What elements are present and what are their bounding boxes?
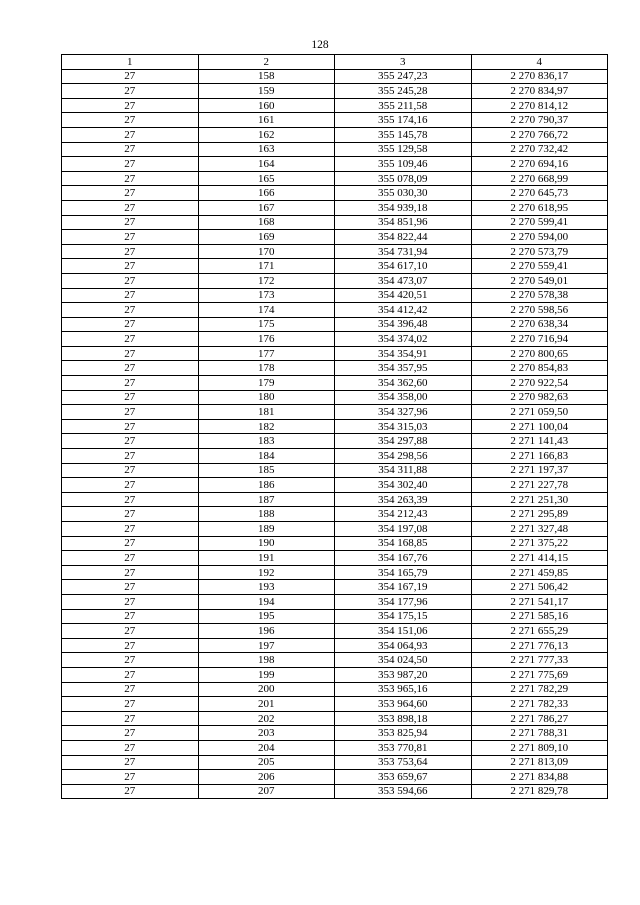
table-row	[62, 98, 608, 113]
table-row	[62, 419, 608, 434]
cell-point-number: 171	[198, 259, 335, 274]
coordinates-table	[61, 54, 608, 799]
cell-y-coordinate: 2 270 694,16	[471, 157, 608, 172]
table-row	[62, 390, 608, 405]
cell-contour: 27	[62, 682, 199, 697]
cell-contour: 27	[62, 186, 199, 201]
cell-y-coordinate: 2 270 573,79	[471, 244, 608, 259]
cell-contour: 27	[62, 609, 199, 624]
cell-x-coordinate: 354 396,48	[335, 317, 472, 332]
cell-y-coordinate: 2 270 732,42	[471, 142, 608, 157]
cell-y-coordinate: 2 271 141,43	[471, 434, 608, 449]
cell-x-coordinate: 354 362,60	[335, 376, 472, 391]
table-row	[62, 594, 608, 609]
cell-contour: 27	[62, 522, 199, 537]
cell-point-number: 170	[198, 244, 335, 259]
cell-x-coordinate: 355 174,16	[335, 113, 472, 128]
cell-y-coordinate: 2 271 197,37	[471, 463, 608, 478]
cell-x-coordinate: 354 212,43	[335, 507, 472, 522]
table-row	[62, 113, 608, 128]
cell-y-coordinate: 2 271 829,78	[471, 784, 608, 799]
cell-x-coordinate: 354 302,40	[335, 478, 472, 493]
cell-y-coordinate: 2 270 618,95	[471, 200, 608, 215]
cell-y-coordinate: 2 270 790,37	[471, 113, 608, 128]
cell-x-coordinate: 354 420,51	[335, 288, 472, 303]
cell-contour: 27	[62, 230, 199, 245]
cell-x-coordinate: 354 168,85	[335, 536, 472, 551]
cell-contour: 27	[62, 390, 199, 405]
cell-point-number: 177	[198, 346, 335, 361]
cell-contour: 27	[62, 667, 199, 682]
cell-x-coordinate: 354 327,96	[335, 405, 472, 420]
table-row	[62, 478, 608, 493]
table-row	[62, 186, 608, 201]
cell-point-number: 192	[198, 565, 335, 580]
cell-x-coordinate: 354 412,42	[335, 303, 472, 318]
cell-point-number: 168	[198, 215, 335, 230]
cell-contour: 27	[62, 419, 199, 434]
cell-y-coordinate: 2 270 766,72	[471, 127, 608, 142]
cell-point-number: 158	[198, 69, 335, 84]
cell-x-coordinate: 353 825,94	[335, 726, 472, 741]
cell-y-coordinate: 2 271 782,33	[471, 697, 608, 712]
cell-point-number: 197	[198, 638, 335, 653]
cell-x-coordinate: 355 078,09	[335, 171, 472, 186]
cell-contour: 27	[62, 565, 199, 580]
cell-x-coordinate: 354 311,88	[335, 463, 472, 478]
cell-contour: 27	[62, 449, 199, 464]
cell-y-coordinate: 2 271 585,16	[471, 609, 608, 624]
cell-contour: 27	[62, 273, 199, 288]
cell-x-coordinate: 353 964,60	[335, 697, 472, 712]
cell-point-number: 167	[198, 200, 335, 215]
cell-x-coordinate: 353 753,64	[335, 755, 472, 770]
column-header-2: 2	[198, 55, 335, 70]
table-row	[62, 755, 608, 770]
cell-point-number: 182	[198, 419, 335, 434]
cell-y-coordinate: 2 270 834,97	[471, 84, 608, 99]
cell-contour: 27	[62, 200, 199, 215]
cell-point-number: 206	[198, 770, 335, 785]
cell-point-number: 188	[198, 507, 335, 522]
cell-x-coordinate: 354 617,10	[335, 259, 472, 274]
cell-point-number: 202	[198, 711, 335, 726]
cell-point-number: 201	[198, 697, 335, 712]
cell-x-coordinate: 354 315,03	[335, 419, 472, 434]
cell-y-coordinate: 2 271 776,13	[471, 638, 608, 653]
cell-x-coordinate: 354 263,39	[335, 492, 472, 507]
cell-x-coordinate: 354 024,50	[335, 653, 472, 668]
cell-contour: 27	[62, 244, 199, 259]
table-row	[62, 376, 608, 391]
cell-contour: 27	[62, 770, 199, 785]
cell-contour: 27	[62, 507, 199, 522]
cell-contour: 27	[62, 697, 199, 712]
cell-point-number: 165	[198, 171, 335, 186]
cell-x-coordinate: 354 165,79	[335, 565, 472, 580]
table-row	[62, 711, 608, 726]
cell-y-coordinate: 2 271 295,89	[471, 507, 608, 522]
cell-point-number: 204	[198, 740, 335, 755]
cell-point-number: 179	[198, 376, 335, 391]
table-row	[62, 215, 608, 230]
cell-contour: 27	[62, 492, 199, 507]
cell-contour: 27	[62, 113, 199, 128]
cell-contour: 27	[62, 259, 199, 274]
cell-x-coordinate: 354 297,88	[335, 434, 472, 449]
cell-contour: 27	[62, 303, 199, 318]
cell-y-coordinate: 2 271 375,22	[471, 536, 608, 551]
cell-x-coordinate: 354 822,44	[335, 230, 472, 245]
table-row	[62, 492, 608, 507]
cell-x-coordinate: 354 358,00	[335, 390, 472, 405]
cell-y-coordinate: 2 270 638,34	[471, 317, 608, 332]
table-row	[62, 332, 608, 347]
cell-x-coordinate: 354 064,93	[335, 638, 472, 653]
cell-contour: 27	[62, 127, 199, 142]
cell-y-coordinate: 2 271 777,33	[471, 653, 608, 668]
header-row	[62, 55, 608, 70]
cell-point-number: 196	[198, 624, 335, 639]
cell-y-coordinate: 2 271 414,15	[471, 551, 608, 566]
cell-point-number: 187	[198, 492, 335, 507]
table-row	[62, 157, 608, 172]
cell-x-coordinate: 355 030,30	[335, 186, 472, 201]
table-row	[62, 288, 608, 303]
table-row	[62, 449, 608, 464]
table-row	[62, 565, 608, 580]
cell-contour: 27	[62, 376, 199, 391]
cell-x-coordinate: 353 594,66	[335, 784, 472, 799]
cell-x-coordinate: 354 167,76	[335, 551, 472, 566]
table-row	[62, 200, 608, 215]
cell-point-number: 175	[198, 317, 335, 332]
cell-contour: 27	[62, 69, 199, 84]
cell-x-coordinate: 354 473,07	[335, 273, 472, 288]
cell-y-coordinate: 2 271 506,42	[471, 580, 608, 595]
cell-point-number: 198	[198, 653, 335, 668]
table-row	[62, 230, 608, 245]
cell-y-coordinate: 2 270 814,12	[471, 98, 608, 113]
cell-contour: 27	[62, 288, 199, 303]
table-row	[62, 624, 608, 639]
cell-y-coordinate: 2 271 059,50	[471, 405, 608, 420]
cell-x-coordinate: 354 197,08	[335, 522, 472, 537]
cell-contour: 27	[62, 171, 199, 186]
cell-point-number: 163	[198, 142, 335, 157]
cell-point-number: 190	[198, 536, 335, 551]
table-row	[62, 536, 608, 551]
cell-point-number: 174	[198, 303, 335, 318]
cell-point-number: 193	[198, 580, 335, 595]
cell-point-number: 186	[198, 478, 335, 493]
cell-contour: 27	[62, 142, 199, 157]
cell-y-coordinate: 2 270 645,73	[471, 186, 608, 201]
cell-point-number: 176	[198, 332, 335, 347]
cell-contour: 27	[62, 784, 199, 799]
cell-y-coordinate: 2 271 327,48	[471, 522, 608, 537]
cell-contour: 27	[62, 740, 199, 755]
cell-point-number: 161	[198, 113, 335, 128]
cell-point-number: 164	[198, 157, 335, 172]
cell-contour: 27	[62, 580, 199, 595]
table-row	[62, 638, 608, 653]
cell-y-coordinate: 2 271 786,27	[471, 711, 608, 726]
cell-point-number: 160	[198, 98, 335, 113]
table-row	[62, 726, 608, 741]
cell-y-coordinate: 2 271 782,29	[471, 682, 608, 697]
table-row	[62, 682, 608, 697]
cell-y-coordinate: 2 271 809,10	[471, 740, 608, 755]
cell-contour: 27	[62, 84, 199, 99]
page-number: 128	[311, 39, 329, 51]
cell-x-coordinate: 355 211,58	[335, 98, 472, 113]
cell-point-number: 178	[198, 361, 335, 376]
cell-contour: 27	[62, 755, 199, 770]
cell-y-coordinate: 2 270 599,41	[471, 215, 608, 230]
column-header-1: 1	[62, 55, 199, 70]
cell-point-number: 203	[198, 726, 335, 741]
cell-x-coordinate: 353 898,18	[335, 711, 472, 726]
table-row	[62, 784, 608, 799]
cell-y-coordinate: 2 270 716,94	[471, 332, 608, 347]
cell-x-coordinate: 354 175,15	[335, 609, 472, 624]
table-header	[62, 55, 608, 70]
cell-x-coordinate: 354 939,18	[335, 200, 472, 215]
cell-point-number: 169	[198, 230, 335, 245]
table-row	[62, 317, 608, 332]
cell-point-number: 180	[198, 390, 335, 405]
cell-x-coordinate: 354 151,06	[335, 624, 472, 639]
table-row	[62, 171, 608, 186]
cell-y-coordinate: 2 270 668,99	[471, 171, 608, 186]
cell-contour: 27	[62, 653, 199, 668]
cell-y-coordinate: 2 271 251,30	[471, 492, 608, 507]
cell-contour: 27	[62, 551, 199, 566]
table-row	[62, 361, 608, 376]
cell-y-coordinate: 2 270 836,17	[471, 69, 608, 84]
cell-y-coordinate: 2 271 788,31	[471, 726, 608, 741]
table-body	[62, 69, 608, 799]
cell-x-coordinate: 354 354,91	[335, 346, 472, 361]
cell-point-number: 166	[198, 186, 335, 201]
cell-x-coordinate: 354 167,19	[335, 580, 472, 595]
cell-y-coordinate: 2 271 834,88	[471, 770, 608, 785]
cell-contour: 27	[62, 434, 199, 449]
cell-x-coordinate: 353 987,20	[335, 667, 472, 682]
cell-y-coordinate: 2 270 598,56	[471, 303, 608, 318]
table-row	[62, 580, 608, 595]
cell-x-coordinate: 354 357,95	[335, 361, 472, 376]
table-row	[62, 522, 608, 537]
cell-x-coordinate: 353 659,67	[335, 770, 472, 785]
cell-point-number: 162	[198, 127, 335, 142]
cell-point-number: 200	[198, 682, 335, 697]
cell-point-number: 191	[198, 551, 335, 566]
cell-contour: 27	[62, 711, 199, 726]
cell-y-coordinate: 2 270 559,41	[471, 259, 608, 274]
cell-y-coordinate: 2 271 655,29	[471, 624, 608, 639]
cell-x-coordinate: 355 245,28	[335, 84, 472, 99]
cell-x-coordinate: 354 731,94	[335, 244, 472, 259]
cell-point-number: 195	[198, 609, 335, 624]
table-row	[62, 273, 608, 288]
cell-point-number: 172	[198, 273, 335, 288]
table-row	[62, 740, 608, 755]
cell-contour: 27	[62, 98, 199, 113]
cell-contour: 27	[62, 624, 199, 639]
cell-x-coordinate: 355 145,78	[335, 127, 472, 142]
table-row	[62, 69, 608, 84]
cell-y-coordinate: 2 271 166,83	[471, 449, 608, 464]
cell-point-number: 184	[198, 449, 335, 464]
cell-y-coordinate: 2 271 775,69	[471, 667, 608, 682]
cell-x-coordinate: 355 129,58	[335, 142, 472, 157]
table-row	[62, 127, 608, 142]
column-header-4: 4	[471, 55, 608, 70]
cell-contour: 27	[62, 638, 199, 653]
cell-y-coordinate: 2 271 459,85	[471, 565, 608, 580]
cell-x-coordinate: 353 770,81	[335, 740, 472, 755]
cell-x-coordinate: 354 177,96	[335, 594, 472, 609]
table-row	[62, 697, 608, 712]
table-row	[62, 551, 608, 566]
cell-point-number: 183	[198, 434, 335, 449]
cell-contour: 27	[62, 726, 199, 741]
table-row	[62, 667, 608, 682]
cell-x-coordinate: 353 965,16	[335, 682, 472, 697]
cell-x-coordinate: 355 109,46	[335, 157, 472, 172]
table-row	[62, 142, 608, 157]
column-header-3: 3	[335, 55, 472, 70]
table-row	[62, 770, 608, 785]
cell-y-coordinate: 2 270 549,01	[471, 273, 608, 288]
cell-point-number: 185	[198, 463, 335, 478]
cell-y-coordinate: 2 270 800,65	[471, 346, 608, 361]
cell-contour: 27	[62, 215, 199, 230]
cell-y-coordinate: 2 270 854,83	[471, 361, 608, 376]
table-row	[62, 244, 608, 259]
cell-contour: 27	[62, 478, 199, 493]
cell-x-coordinate: 354 374,02	[335, 332, 472, 347]
cell-point-number: 194	[198, 594, 335, 609]
cell-point-number: 205	[198, 755, 335, 770]
cell-y-coordinate: 2 271 541,17	[471, 594, 608, 609]
cell-point-number: 189	[198, 522, 335, 537]
table-row	[62, 463, 608, 478]
table-row	[62, 434, 608, 449]
table-row	[62, 609, 608, 624]
cell-point-number: 181	[198, 405, 335, 420]
cell-contour: 27	[62, 332, 199, 347]
table-row	[62, 84, 608, 99]
cell-contour: 27	[62, 594, 199, 609]
cell-y-coordinate: 2 270 922,54	[471, 376, 608, 391]
cell-contour: 27	[62, 317, 199, 332]
table-row	[62, 653, 608, 668]
table-row	[62, 507, 608, 522]
table-row	[62, 405, 608, 420]
table-row	[62, 346, 608, 361]
cell-contour: 27	[62, 361, 199, 376]
cell-contour: 27	[62, 536, 199, 551]
cell-point-number: 199	[198, 667, 335, 682]
cell-y-coordinate: 2 271 813,09	[471, 755, 608, 770]
cell-x-coordinate: 354 851,96	[335, 215, 472, 230]
cell-y-coordinate: 2 270 578,38	[471, 288, 608, 303]
table-row	[62, 259, 608, 274]
cell-y-coordinate: 2 270 982,63	[471, 390, 608, 405]
cell-y-coordinate: 2 270 594,00	[471, 230, 608, 245]
cell-point-number: 207	[198, 784, 335, 799]
cell-contour: 27	[62, 463, 199, 478]
cell-y-coordinate: 2 271 227,78	[471, 478, 608, 493]
cell-point-number: 173	[198, 288, 335, 303]
cell-contour: 27	[62, 157, 199, 172]
cell-point-number: 159	[198, 84, 335, 99]
cell-y-coordinate: 2 271 100,04	[471, 419, 608, 434]
cell-contour: 27	[62, 405, 199, 420]
cell-x-coordinate: 355 247,23	[335, 69, 472, 84]
cell-x-coordinate: 354 298,56	[335, 449, 472, 464]
cell-contour: 27	[62, 346, 199, 361]
table-row	[62, 303, 608, 318]
